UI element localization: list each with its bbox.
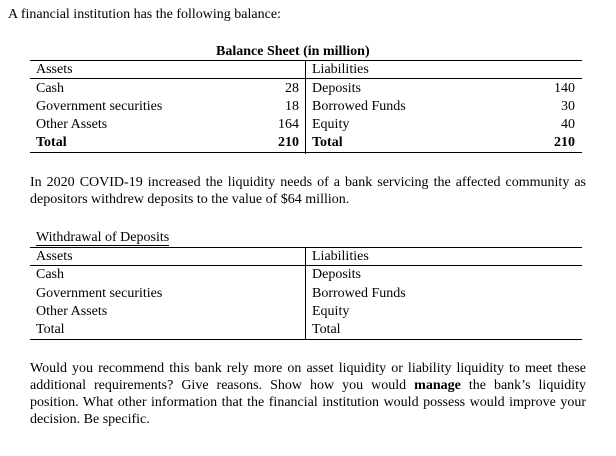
- question-bold-word: manage: [414, 378, 461, 393]
- asset-label: Other Assets: [36, 304, 108, 319]
- table-top-rule: [30, 247, 582, 248]
- balance-sheet-title: Balance Sheet (in million): [216, 44, 370, 59]
- question-paragraph: [30, 360, 586, 428]
- header-rule: [30, 265, 582, 266]
- liability-value: 140: [554, 81, 575, 96]
- liability-label: Borrowed Funds: [312, 99, 406, 114]
- asset-total-label: Total: [36, 322, 65, 337]
- asset-value: 28: [285, 81, 299, 96]
- asset-label: Cash: [36, 267, 64, 282]
- liability-label: Equity: [312, 304, 350, 319]
- assets-header: Assets: [36, 62, 73, 77]
- table-bottom-rule: [30, 339, 582, 340]
- liability-value: 30: [561, 99, 575, 114]
- asset-total-value: 210: [278, 135, 299, 150]
- table-column-divider: [305, 60, 306, 154]
- liability-total-label: Total: [312, 135, 343, 150]
- asset-label: Other Assets: [36, 117, 108, 132]
- liability-label: Deposits: [312, 81, 361, 96]
- asset-label: Government securities: [36, 286, 163, 301]
- assets-header: Assets: [36, 249, 73, 264]
- question-text-part2: the bank’s liquidity position. What other information that the financial institution would possess would improve your decision. Be specific.: [30, 378, 586, 427]
- liability-label: Equity: [312, 117, 350, 132]
- table-bottom-rule: [30, 152, 582, 153]
- liability-label: Borrowed Funds: [312, 286, 406, 301]
- table-top-rule: [30, 60, 582, 61]
- table-column-divider: [305, 247, 306, 339]
- asset-value: 164: [278, 117, 299, 132]
- liabilities-header: Liabilities: [312, 62, 369, 77]
- asset-value: 18: [285, 99, 299, 114]
- liability-label: Deposits: [312, 267, 361, 282]
- scenario-paragraph: In 2020 COVID-19 increased the liquidity needs of a bank servicing the affected community as depositors withdrew deposits to the value of $64 million.: [30, 175, 586, 207]
- liability-total-label: Total: [312, 322, 341, 337]
- liability-total-value: 210: [554, 135, 575, 150]
- withdrawal-table-title: [36, 230, 169, 246]
- asset-label: Government securities: [36, 99, 163, 114]
- header-rule: [30, 78, 582, 79]
- question-text-part1: Would you recommend this bank rely more on asset liquidity or liability liquidity to meet these additional requirements? Give reasons. Show how you would: [30, 361, 586, 393]
- liability-value: 40: [561, 117, 575, 132]
- asset-total-label: Total: [36, 135, 67, 150]
- liabilities-header: Liabilities: [312, 249, 369, 264]
- intro-text: A financial institution has the following balance:: [8, 7, 281, 22]
- asset-label: Cash: [36, 81, 64, 96]
- withdrawal-title-text: Withdrawal of Deposits: [36, 230, 170, 245]
